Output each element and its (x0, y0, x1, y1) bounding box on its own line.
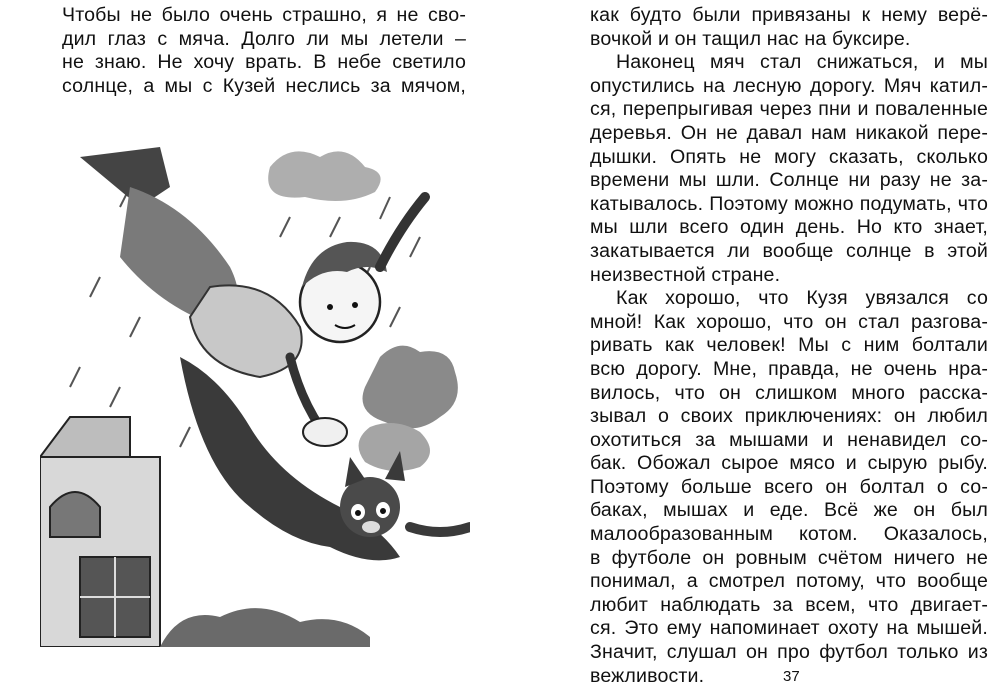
text-line: любит наблюдать за всем, что двигает- (590, 593, 988, 616)
text-line: малообразованным котом. Оказалось, (590, 523, 988, 546)
text-line: Поэтому больше всего он болтал о со- (590, 475, 988, 498)
boy-and-cat-falling-illustration (40, 127, 470, 647)
text-line: зывал о своих приключениях: он любил (590, 405, 988, 428)
text-line: солнце, а мы с Кузей неслись за мячом, (62, 74, 466, 97)
text-line: как будто были привязаны к нему верё- (590, 4, 988, 26)
text-line: вежливости. (590, 664, 705, 687)
left-page (0, 0, 496, 688)
page-number: 37 (783, 668, 800, 685)
text-line: мной! Как хорошо, что он стал разгова- (590, 310, 988, 333)
text-line: мы шли всего один день. Но кто знает, (590, 216, 988, 239)
left-page-text (62, 4, 466, 98)
text-line: Наконец мяч стал снижаться, и мы (616, 51, 988, 74)
text-line: времени мы шли. Солнце ни разу не за- (590, 169, 988, 192)
text-line: ривать как человек! Мы с ним болтали (590, 334, 988, 357)
text-line: ся. Это ему напоминает охоту на мышей. (590, 617, 988, 640)
text-line: опустились на лесную дорогу. Мяч катил- (590, 74, 988, 97)
text-line: бак. Обожал сырое мясо и сырую рыбу. (590, 452, 988, 475)
text-line: баках, мышах и еде. Всё же он был (590, 499, 988, 522)
text-line: ся, перепрыгивая через пни и поваленные (590, 98, 988, 121)
text-line: Как хорошо, что Кузя увязался со (616, 287, 988, 310)
text-line: всю дорогу. Мне, правда, не очень нра- (590, 357, 988, 380)
text-line: охотиться за мышами и ненавидел со- (590, 428, 988, 451)
text-line: Чтобы не было очень страшно, я не сво- (62, 4, 466, 26)
text-line: Значит, слушал он про футбол только из (590, 641, 988, 664)
right-page (497, 0, 993, 688)
text-line: закатывается ли вообще солнце в этой (590, 239, 988, 262)
text-line: не знаю. Не хочу врать. В небе светило (62, 51, 466, 74)
text-line: в футболе он ровным счётом ничего не (590, 546, 988, 569)
text-line: катывалось. Поэтому можно подумать, что (590, 192, 988, 215)
text-line: дышки. Опять не могу сказать, сколько (590, 145, 988, 168)
text-line: деревья. Он не давал нам никакой пере- (590, 121, 988, 144)
right-page-text (590, 4, 988, 688)
text-line: неизвестной стране. (590, 263, 781, 286)
text-line: понимал, а смотрел потому, что вообще (590, 570, 988, 593)
text-line: вилось, что он слишком много расска- (590, 381, 988, 404)
text-line: вочкой и он тащил нас на буксире. (590, 27, 911, 50)
text-line: дил глаз с мяча. Долго ли мы летели – (62, 27, 466, 50)
